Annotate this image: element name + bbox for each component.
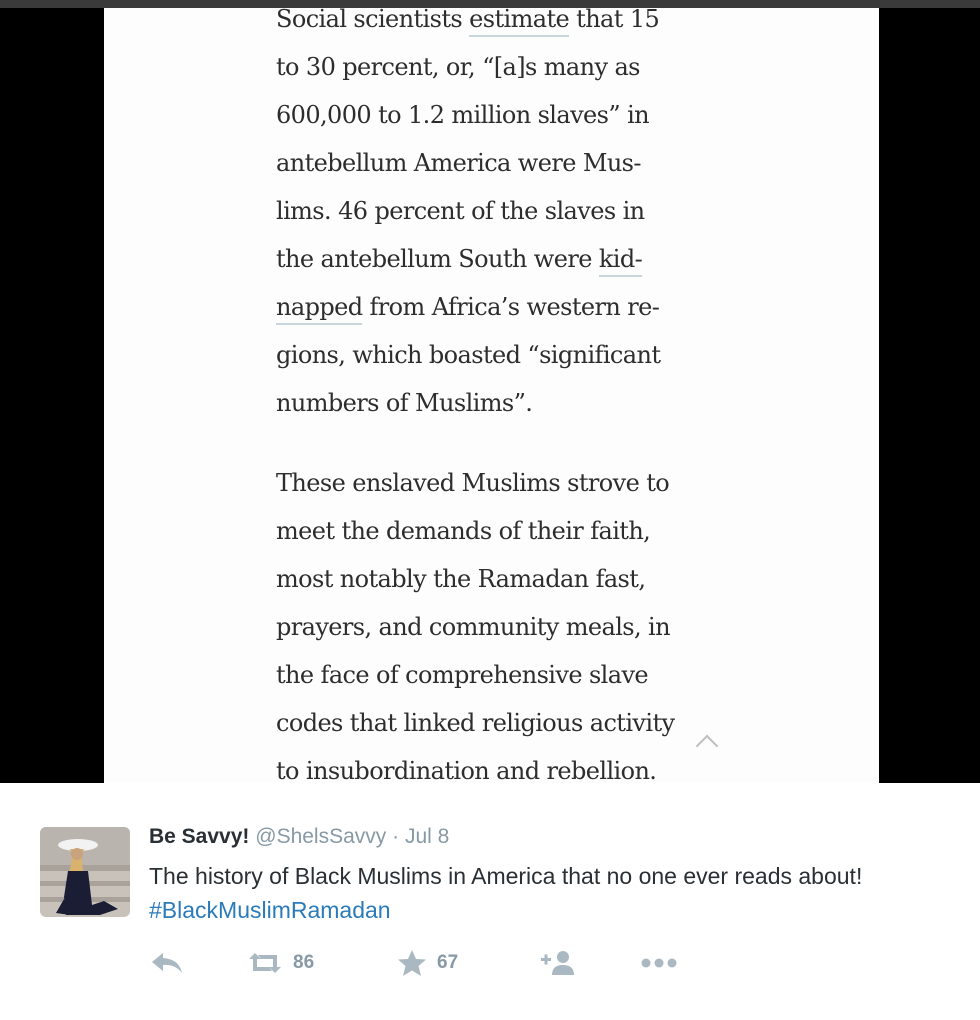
- text-line: numbers of Muslims”.: [276, 389, 533, 417]
- text-line: antebellum America were Mus-: [276, 149, 641, 177]
- book-page: [104, 8, 879, 783]
- favorite-count: 67: [437, 952, 459, 973]
- user-handle[interactable]: @ShelsSavvy: [255, 825, 387, 848]
- tweet-photo[interactable]: [0, 8, 980, 783]
- text-line: gions, which boasted “significant: [276, 341, 661, 369]
- text-line: most notably the Ramadan fast,: [276, 565, 646, 593]
- reply-icon: [149, 950, 185, 976]
- separator-dot: ·: [392, 825, 400, 848]
- avatar-image: [40, 827, 130, 917]
- favorite-icon: [397, 949, 427, 977]
- text-line: meet the demands of their faith,: [276, 517, 651, 545]
- favorite-button[interactable]: [397, 943, 458, 983]
- tweet-date[interactable]: Jul 8: [404, 825, 450, 848]
- more-icon: [639, 957, 679, 969]
- text-line: lims. 46 percent of the slaves in: [276, 197, 645, 225]
- text-line: codes that linked religious activity: [276, 709, 675, 737]
- retweet-button[interactable]: [247, 943, 314, 983]
- retweet-icon: [247, 951, 283, 975]
- tweet: [0, 783, 980, 1020]
- text-line: the antebellum South were kid-: [276, 235, 746, 283]
- tweet-header: [149, 825, 449, 849]
- text-line: prayers, and community meals, in: [276, 613, 670, 641]
- retweet-count: 86: [293, 952, 315, 973]
- text-line: napped from Africa’s western re-: [276, 283, 746, 331]
- article-paragraph-1: [276, 8, 746, 427]
- follow-icon: [539, 949, 579, 977]
- tweet-text: [149, 859, 949, 927]
- tweet-actions: [149, 943, 849, 983]
- hashtag-link[interactable]: #BlackMuslimRamadan: [149, 897, 391, 923]
- window-top-border: [0, 0, 980, 8]
- kidnapped-link-part1[interactable]: kid-: [599, 245, 642, 277]
- text-line: Social scientists estimate that 15: [276, 8, 746, 43]
- kidnapped-link-part2[interactable]: napped: [276, 293, 362, 325]
- reply-button[interactable]: [149, 943, 185, 983]
- text-line: the face of comprehensive slave: [276, 661, 649, 689]
- text-line: These enslaved Muslims strove to: [276, 469, 670, 497]
- follow-button[interactable]: [539, 943, 579, 983]
- more-button[interactable]: [639, 943, 679, 983]
- avatar[interactable]: [40, 827, 130, 917]
- tweet-body: The history of Black Muslims in America that no one ever reads about!: [149, 863, 863, 889]
- text-line: to 30 percent, or, “[a]s many as: [276, 53, 640, 81]
- article-paragraph-2: [276, 459, 746, 783]
- text-line: to insubordination and rebellion.: [276, 757, 657, 783]
- estimate-link[interactable]: estimate: [469, 8, 569, 37]
- text-line: 600,000 to 1.2 million slaves” in: [276, 101, 650, 129]
- display-name[interactable]: Be Savvy!: [149, 825, 250, 848]
